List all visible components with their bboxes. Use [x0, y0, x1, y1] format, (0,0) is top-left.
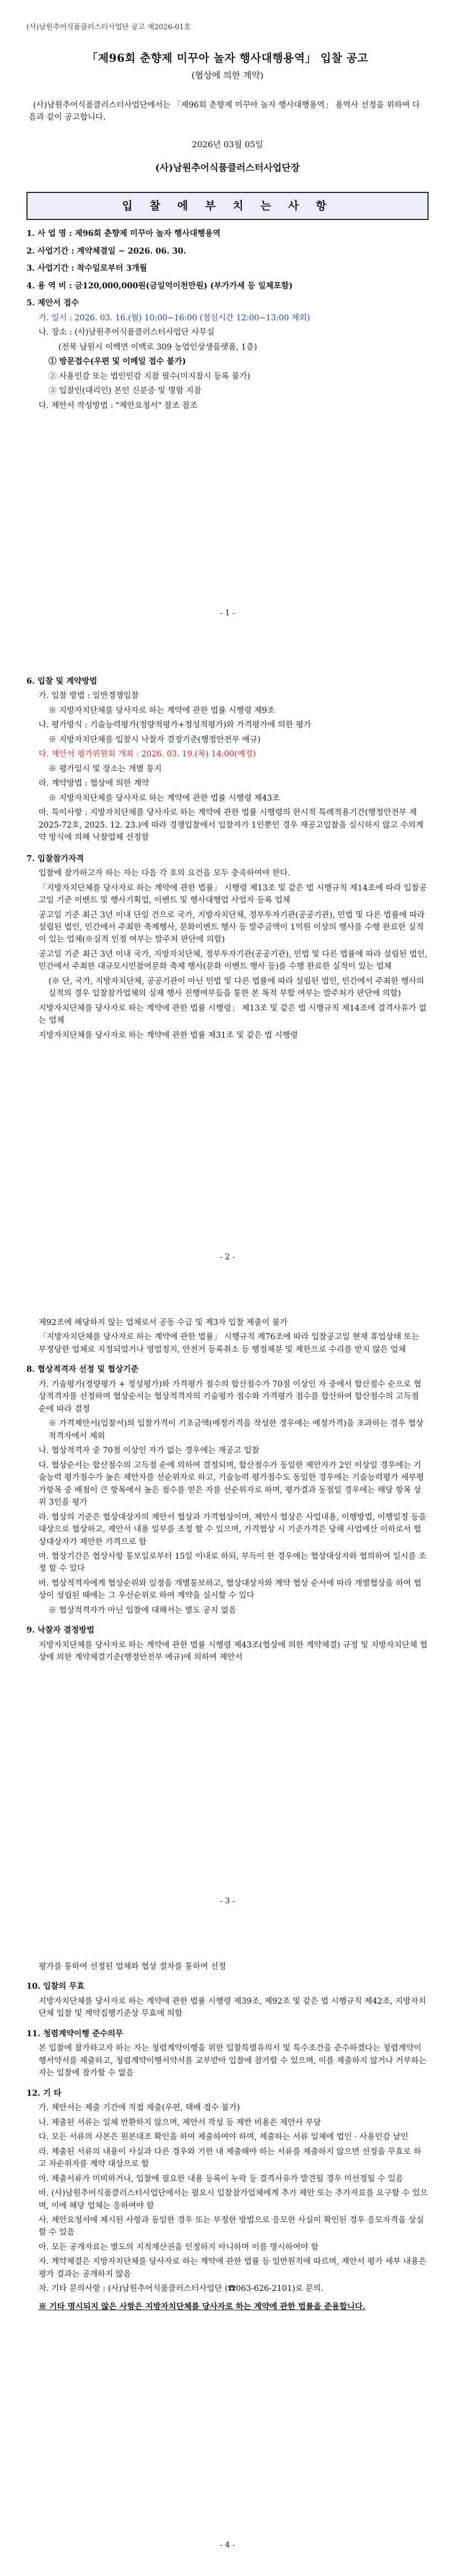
bid-method-d: 라. 계약방법 : 협상에 의한 계약: [39, 779, 149, 788]
eligibility-e: 지방자치단체를 당사자로 하는 계약에 관한 법률 제31조 및 같은 법 시행령: [39, 1031, 298, 1040]
submission-note-2: ② 사용인감 또는 법인인감 지참 필수(미지참시 등록 불가): [48, 372, 251, 381]
bid-method-b: 나. 평가방식 : 기술능력평가(정량적평가+정성적평가)와 가격평가에 의한 평가: [39, 721, 311, 730]
submission-note-1: ① 방문접수(우편 및 이메일 접수 불가): [48, 357, 186, 367]
page-number: - 4 -: [220, 2541, 235, 2550]
intro-paragraph: (사)남원추어식품클러스터사업단에서는 「제96회 춘향제 미꾸아 놀자 행사대행용역」 용역사 선정을 위하여 다음과 같이 공고합니다.: [29, 100, 420, 122]
item-period: 2. 사업기간 : 계약체결일 ~ 2026. 06. 30.: [26, 246, 186, 256]
item-eligibility: 7. 입찰참가자격: [26, 854, 84, 863]
negotiation-b: 나. 협상적격자 중 70점 이상인 자가 없는 경우에는 재공고 입찰: [39, 1446, 259, 1456]
item-cost: 4. 용 역 비 : 금120,000,000원(금일억이천만원) (부가가세 등 일체포함): [26, 281, 293, 291]
etc-g: 사. 제안요청서에 제시된 사항과 동일한 경우 또는 부정한 방법으로 응모한 사실이 확인된 경우 응모자격을 상실할 수 있음: [39, 2215, 424, 2237]
bid-method-b-note: ※ 지방자치단체를 입찰시 낙찰자 결정기준(행정안전부 예규): [48, 735, 261, 744]
submission-datetime: 가. 일시 : 2026. 03. 16.(월) 10:00~16:00 (점심시간 12:00~13:00 제외): [39, 313, 310, 323]
page-number: - 1 -: [220, 609, 235, 618]
document-page-3: [0, 1288, 455, 1932]
integrity-text: 본 입찰에 참가하고자 하는 자는 청렴계약이행을 위한 입찰특별유의서 및 특수조건을 준수하겠다는 청렴계약이행서약서를 제출하고, 청렴계약이행서약서를 교부받아 입찰에 참가할 수 있으며, 이를 제출하지 않거나 거부하는 자는 입찰에 참가할 수 없음: [39, 2044, 427, 2078]
page-title: 「제96회 춘향제 미꾸아 놀자 행사대행용역」 입찰 공고: [86, 51, 369, 65]
submission-address: (전북 남원시 이백면 이백로 309 농업인상생플랫폼, 1층): [58, 342, 257, 352]
submission-place: 나. 장소 : (사)남원추어식품클러스터사업단 사무실: [39, 328, 215, 337]
page-subtitle: (협상에 의한 계약): [191, 70, 264, 81]
negotiation-d: 라. 협상의 기준은 협상대상자의 제안서 협상과 가격협상이며, 제안서 협상은 사업내용, 이행방법, 이행일정 등을 대상으로 협상하고, 제안서 내용 일부를 조정 할 수 있으며, 가격협상 시 기준가격은 당해 사업예산 이하로서 협상대상자가 제안한 가격으로 함: [39, 1512, 427, 1547]
bid-method-a: 가. 입찰 방법 : 일반경쟁입찰: [39, 691, 139, 701]
item-negotiation: 8. 협상적격자 선정 및 협상기준: [26, 1365, 139, 1375]
etc-h: 아. 모든 공개자료는 별도의 지적재산권을 인정하지 아니하며 이를 명시하여야 함: [39, 2242, 319, 2252]
etc-j: 차. 기타 문의사항 : (사)남원추어식품클러스터사업단 (☎063-626-2101)로 문의.: [39, 2284, 324, 2294]
submission-note-3: ③ 입찰인(대리인) 본인 신분증 및 명함 지참: [48, 387, 202, 396]
bid-method-e: 마. 특이사항 : 지방자치단체를 당사자로 하는 계약에 관한 법률 시행령의 한시적 특례적용기간(행정안전부 제2025-72호, 2025. 12. 23.)에 따라 경쟁입찰에서 입찰자가 1인뿐인 경우 재공고입찰을 실시하지 않고 수의계약 방식에 의해 낙찰업체 선정함: [39, 808, 424, 842]
document-page-4: [0, 1932, 455, 2576]
issuer-org: (사)남원추어식품클러스터사업단장: [155, 163, 300, 174]
eligibility-d: 지방자치단체를 당사자로 하는 계약에 관한 법률 시행령」 제13조 및 같은 법 시행규칙 제14조에 결격사유가 없는 업체: [39, 1003, 427, 1026]
bid-method-c: 다. 제안서 평가위원회 개최 : 2026. 03. 19.(목) 14:00(예정): [39, 750, 256, 759]
title-block: [26, 50, 429, 83]
etc-c: 다. 모든 서류의 사본은 원본대조 확인을 하여 제출하여야 하며, 제출하는 서류 일체에 법인 · 사용인감 날인: [39, 2133, 409, 2142]
bid-method-a-note: ※ 지방자치단체를 당사자로 하는 계약에 관한 법률 시행령 제9조: [48, 706, 275, 715]
submission-method: 다. 제안서 작성방법 : "제안요청서" 참조 참조: [39, 401, 198, 410]
item-duration: 3. 사업기간 : 착수일로부터 3개월: [26, 264, 147, 273]
eligibility-c-note: (※ 단, 국가, 지방자치단체, 공공기관이 아닌 민법 및 다른 법률에 따라 설립된 법인, 민간에서 주최한 행사의 실적의 경우 입찰참가업체의 실제 행사 진행여부들을 통한 본 목적 부합 여부는 발주처가 판단에 의함): [48, 976, 425, 999]
eligibility-c: 공고일 기준 최근 3년 이내 국가, 지방자치단체, 정부투자기관(공공기관), 민법 및 다른 법률에 따라 설립된 법인, 민간에서 주최한 대규모시민참여문화 축제 행사(문화 이벤트 행사 등)를 수행 완료한 실적이 있는 업체: [39, 949, 427, 972]
eligibility-f: 「지방자치단체를 당사자로 하는 계약에 관한 법률」 시행규칙 제76조에 따라 입찰공고일 현재 휴업상태 또는 부정당한 업체로 지정되었거나 영업정지, 안전거 등록취소 등 행정제분 및 제한으로 수리를 받지 않은 업체: [39, 1333, 420, 1354]
bid-method-d-note: ※ 지방자치단체를 당사자로 하는 계약에 관한 법률 시행령 제43조: [48, 793, 280, 803]
etc-f: 바. (사)남원추어식품클러스터사업단에서는 필요시 입찰참가업체에게 추가 제안 또는 추가자료를 요구할 수 있으며, 이에 해당 업체는 응하여야 함: [39, 2189, 428, 2210]
bid-method-c-note: ※ 평가일시 및 장소는 개별 통지: [48, 764, 162, 774]
invalid-text: 지방자치단체를 당사자로 하는 계약에 관한 법률 시행령 제39조, 제92조 및 같은 법 시행규칙 제42조, 지방자치단체 입찰 및 계약집행기준상 무효에 의함: [39, 1997, 426, 2019]
doc-number: (사)남원추어식품클러스터사업단 공고 제2026-01호: [26, 23, 191, 31]
page-number: - 3 -: [220, 1897, 235, 1906]
negotiation-c: 다. 협상순서는 합산점수의 고득점 순에 의하여 결정되며, 합산점수가 동일한 제안자가 2인 이상일 경우에는 기술능력 평가점수가 높은 제안자를 선순위자로 하고, 기술능력 평가점수도 동일한 경우에는 기술능력평가 세부평가항목 중 배점이 큰 항목에서 높은 점수를 얻은 자를 선순위자로 하며, 평가결과 동점일 경우에는 해당 항목 상위 3인을 평가: [39, 1461, 424, 1507]
document-page-2: [0, 644, 455, 1288]
negotiation-f: 바. 협상적격자에게 협상순위와 일정을 개별통보하고, 협상대상자와 계약 협상 순서에 따라 개별협상을 하여 협상이 성립된 때에는 그 우선순위로 하여 계약을 실시할 수 있다: [39, 1579, 421, 1601]
etc-closing-note: ※ 기타 명시되지 않은 사항은 지방자치단체를 당사자로 하는 계약에 관한 법률을 준용합니다.: [39, 2301, 366, 2311]
item-submission: 5. 제안서 접수: [26, 298, 79, 308]
negotiation-g: ※ 협상적격자가 아닌 입찰에 대해서는 별도 공지 없음: [48, 1606, 236, 1615]
item-project-name: 1. 사 업 명 : 제96회 춘향제 미꾸아 놀자 행사대행용역: [26, 229, 221, 239]
negotiation-e: 마. 협상기간은 협상사항 통보일로부터 15일 이내로 하되, 부득이 한 경우에는 협상대상자와 협의하여 일시를 조정 할 수 있다: [39, 1552, 426, 1574]
item-invalid: 10. 입찰의 무효: [26, 1982, 85, 1992]
document-page-1: [0, 0, 455, 644]
eligibility-a: 「지방자치단체를 당사자로 하는 계약에 관한 법률」 시행령 제13조 및 같은 법 시행규칙 제14조에 따라 입찰공고일 기준 이벤트 및 행사기획업, 이벤트 및 행사대행업 사업자 등록 업체: [39, 883, 427, 905]
section-banner: 입 찰 에 부 치 는 사 항: [26, 192, 429, 220]
item-etc: 12. 기 타: [26, 2088, 62, 2098]
negotiation-a: 가. 기술평가(정량평가 + 정성평가)와 가격평가 점수의 합산점수가 70점 이상인 자 중에서 합산점수 순으로 협상적격자를 선정하며 협상순서는 협상적격자의 기술평가 점수와 가격평가 점수를 합산하여 합산점수의 고득점 순에 따라 결정: [39, 1380, 421, 1414]
award-text-cont: 평가를 통하여 선정된 업체와 협상 절차를 통하여 선정: [39, 1962, 226, 1971]
eligibility-intro: 입찰에 참가하고자 하는 자는 다음 각 호의 요건을 모두 충족하여야 한다.: [39, 869, 290, 878]
item-award: 9. 낙찰자 결정방법: [26, 1625, 95, 1635]
negotiation-a-note: ※ 가격제안서(입찰서)의 입찰가격이 기초금액(예정가격을 작성한 경우에는 예정가격)을 초과하는 경우 협상적격자에서 제외: [48, 1419, 424, 1441]
award-text: 지방자치단체를 당사자로 하는 계약에 관한 법률 시행령 제43조(협상에 의한 계약체결) 규정 및 지방자치단체 협상에 의한 계약체결기준(행정안전부 예규)에 의하여 제안서: [39, 1640, 427, 1662]
item-bid-method: 6. 입찰 및 계약방법: [26, 677, 98, 686]
etc-a: 가. 제안서는 제출 기간에 직접 제출(우편, 택배 접수 불가): [39, 2103, 240, 2113]
announce-date: 2026년 03월 05일: [192, 139, 263, 149]
etc-b: 나. 제출된 서류는 일체 반환하지 않으며, 제안서 작성 등 제반 비용은 제안사 부담: [39, 2118, 321, 2127]
etc-e: 마. 제출서류가 미비하거나, 입찰에 필요한 내용 등록이 누락 등 결격사유가 발견될 경우 미선정될 수 있음: [39, 2174, 404, 2183]
eligibility-b: 공고일 기준 최근 3년 이내 단일 건으로 국가, 지방자치단체, 정부투자기관(공공기관), 민법 및 다른 법률에 따라 설립된 법인, 민간에서 주최한 축제행사, 문화이벤트 행사 등 발주금액이 1억원 이상의 행사를 수행 완료한 실적이 있는 업체(※실적 인정 여부는 발주처 판단에 의함): [39, 910, 425, 944]
item-integrity: 11. 청렴계약이행 준수의무: [26, 2028, 123, 2038]
eligibility-e-cont: 제92조에 해당하지 않는 업체로서 공동 수급 및 제3자 입찰 제출이 불가: [39, 1318, 288, 1327]
page-number: - 2 -: [220, 1253, 235, 1262]
etc-i: 자. 계약체결은 지방자치단체를 당사자로 하는 계약에 관한 법률 등 일반원칙에 따르며, 제안서 평가 세부 내용은 평가 결과는 공개하지 않음: [39, 2257, 427, 2279]
etc-d: 라. 제출된 서류의 내용이 사실과 다른 경우와 기한 내 제출해야 하는 서류를 제출하지 않으면 선정을 무효로 하고 차순위자를 계약 대상으로 할: [39, 2147, 421, 2169]
